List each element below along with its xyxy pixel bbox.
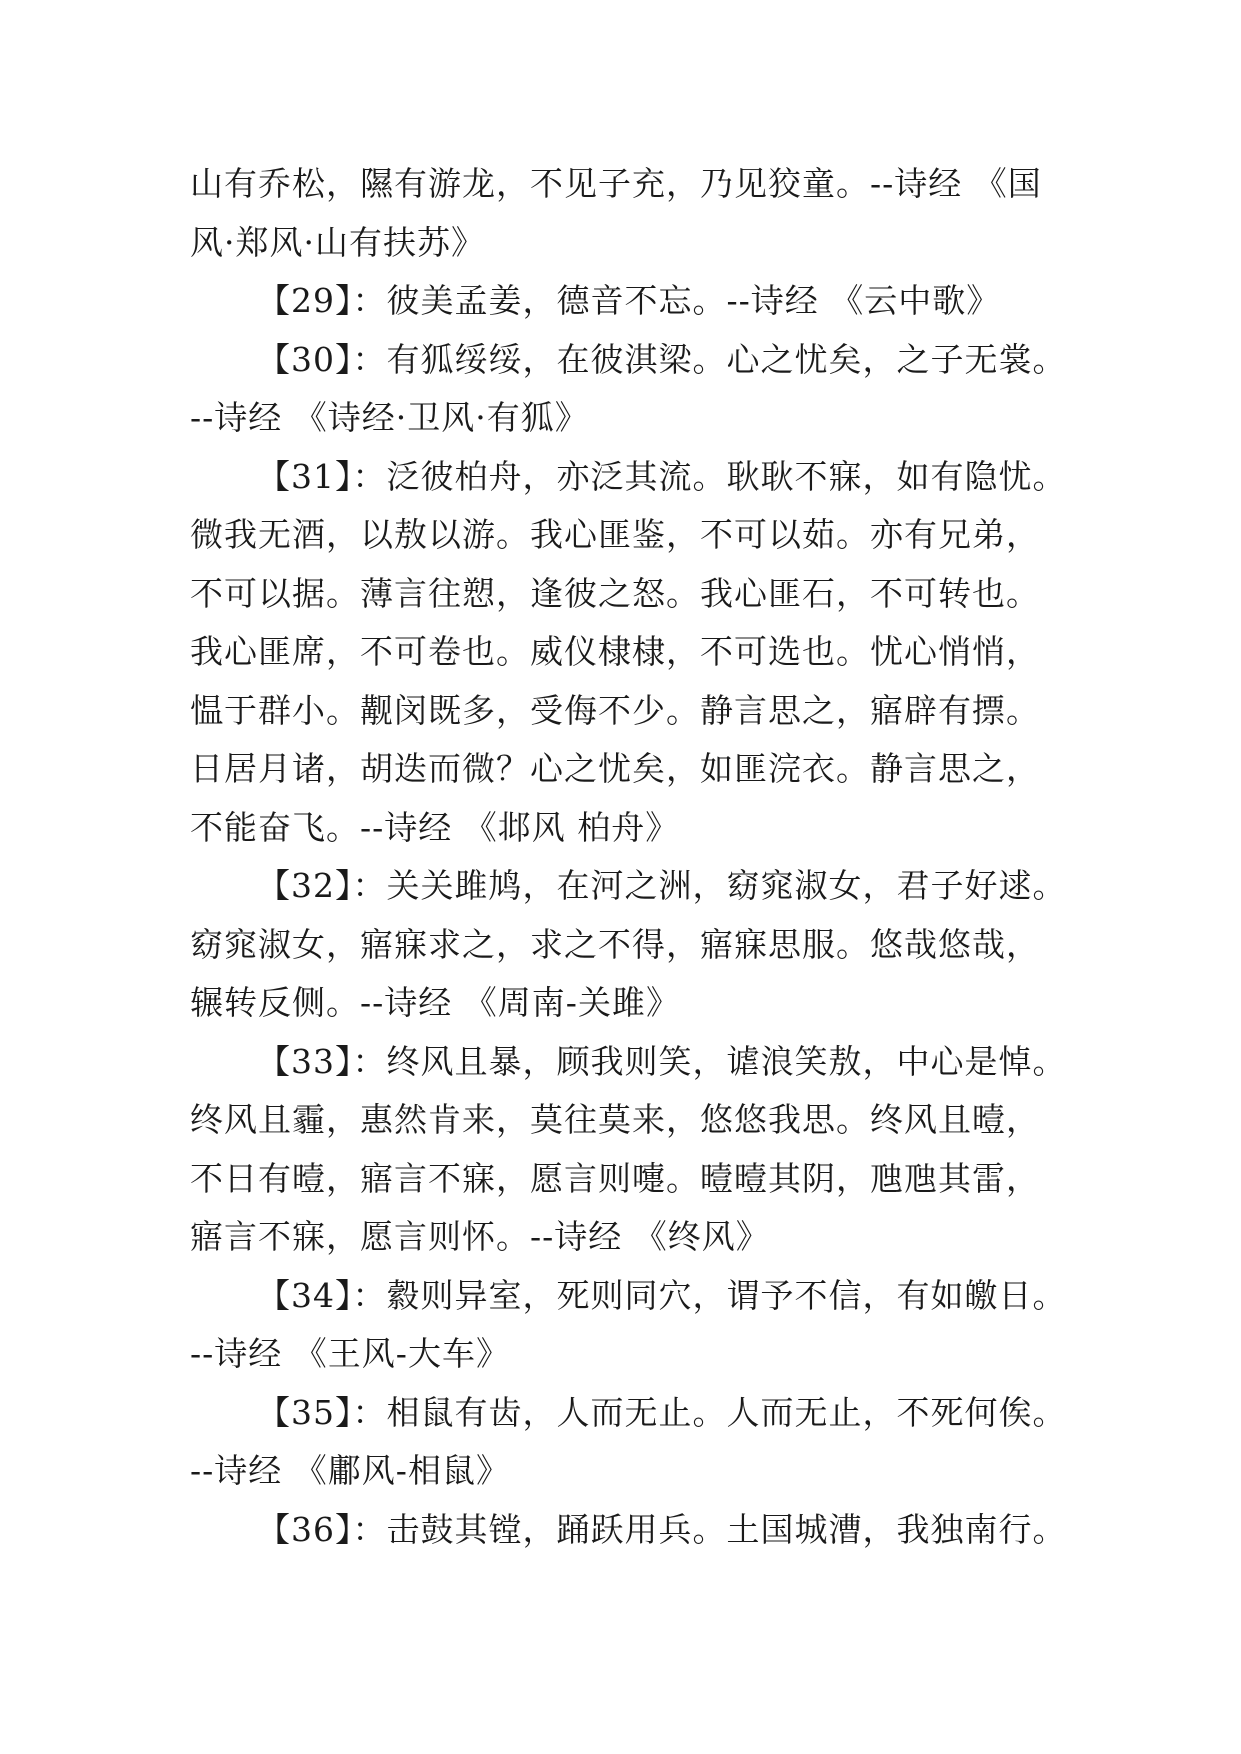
paragraph-continued-28: 山有乔松，隰有游龙，不见子充，乃见狡童。--诗经 《国风·郑风·山有扶苏》 xyxy=(190,164,1042,262)
paragraph-32: 【32】：关关雎鸠，在河之洲，窈窕淑女，君子好逑。窈窕淑女，寤寐求之，求之不得，寤寐思服。悠哉悠哉，辗转反侧。--诗经 《周南-关雎》 xyxy=(190,866,1067,1022)
paragraph-31: 【31】：泛彼柏舟，亦泛其流。耿耿不寐，如有隐忧。微我无酒，以敖以游。我心匪鉴，不可以茹。亦有兄弟，不可以据。薄言往愬，逢彼之怒。我心匪石，不可转也。我心匪席，不可卷也。威仪棣棣，不可选也。忧心悄悄，愠于群小。觏闵既多，受侮不少。静言思之，寤辟有摽。日居月诸，胡迭而微？心之忧矣，如匪浣衣。静言思之，不能奋飞。--诗经 《邶风 柏舟》 xyxy=(190,456,1067,847)
paragraph-36: 【36】：击鼓其镗，踊跃用兵。土国城漕，我独南行。 xyxy=(257,1509,1067,1549)
document-body xyxy=(190,155,1070,1559)
paragraph-35: 【35】：相鼠有齿，人而无止。人而无止，不死何俟。--诗经 《鄘风-相鼠》 xyxy=(190,1392,1067,1490)
paragraph-29: 【29】：彼美孟姜，德音不忘。--诗经 《云中歌》 xyxy=(257,281,1001,320)
paragraph-34: 【34】：縠则异室，死则同穴，谓予不信，有如皦日。--诗经 《王风-大车》 xyxy=(190,1275,1067,1373)
paragraph-33: 【33】：终风且暴，顾我则笑，谑浪笑敖，中心是悼。终风且霾，惠然肯来，莫往莫来，悠悠我思。终风且曀，不日有曀，寤言不寐，愿言则嚏。曀曀其阴，虺虺其雷，寤言不寐，愿言则怀。--诗经 《终风》 xyxy=(190,1041,1067,1256)
paragraph-30: 【30】：有狐绥绥，在彼淇梁。心之忧矣，之子无裳。--诗经 《诗经·卫风·有狐》 xyxy=(190,339,1067,437)
